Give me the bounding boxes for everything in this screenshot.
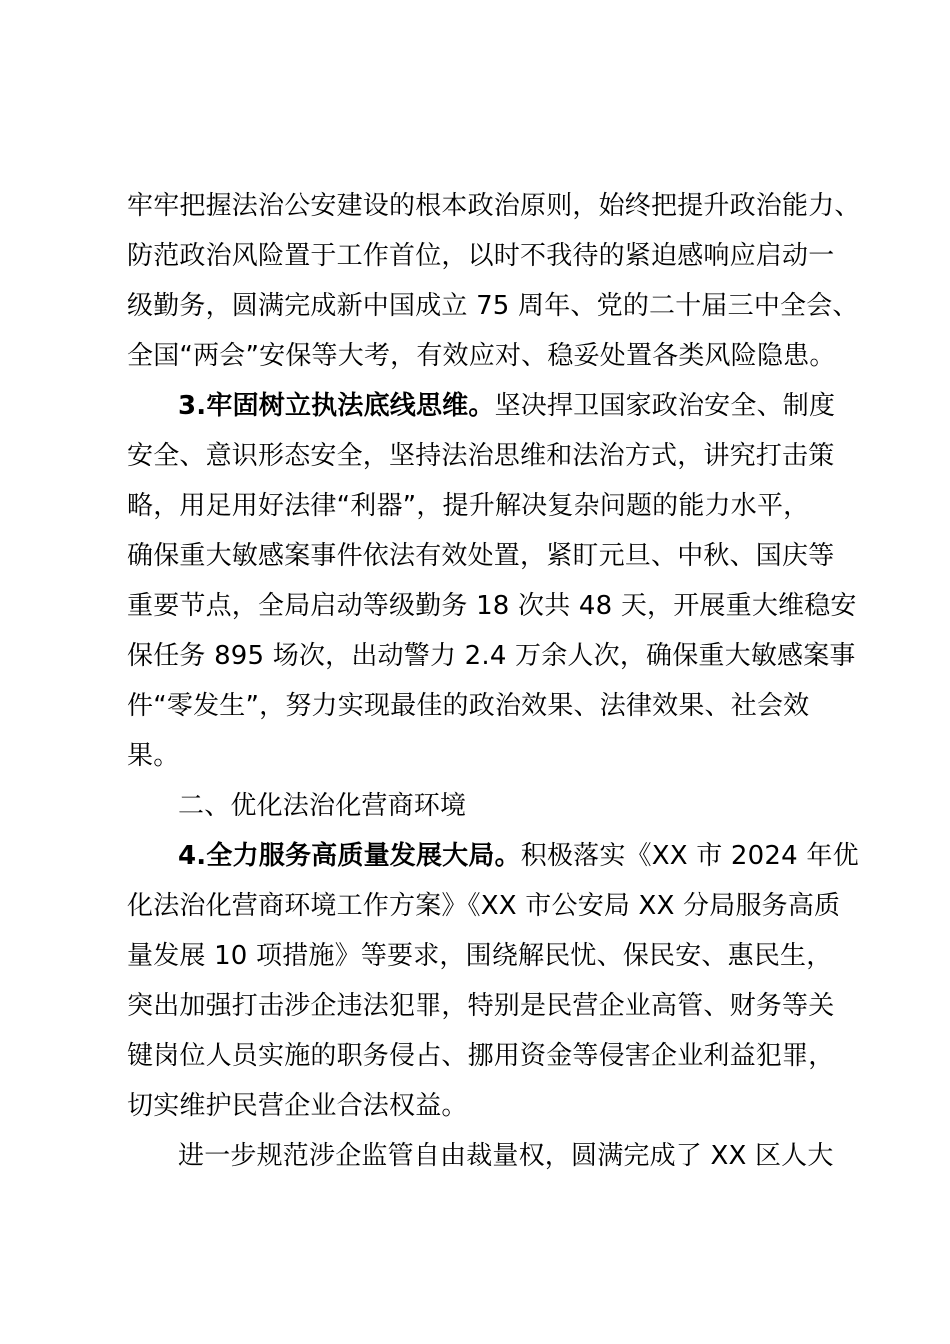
paragraph-1-line-4: 全国“两会”安保等大考，有效应对、稳妥处置各类风险隐患。 (127, 341, 836, 371)
paragraph-3-line-5: 键岗位人员实施的职务侵占、挪用资金等侵害企业利益犯罪， (127, 1041, 835, 1071)
paragraph-2-line-3: 略，用足用好法律“利器”，提升解决复杂问题的能力水平， (127, 491, 810, 521)
paragraph-3-line-2: 化法治化营商环境工作方案》《XX 市公安局 XX 分局服务高质 (127, 891, 841, 921)
paragraph-2-heading: 3.牢固树立执法底线思维。 (178, 391, 495, 421)
paragraph-2-line-5: 重要节点，全局启动等级勤务 18 次共 48 天，开展重大维稳安 (127, 591, 857, 621)
paragraph-3-line-4: 突出加强打击涉企违法犯罪，特别是民营企业高管、财务等关 (127, 991, 835, 1021)
paragraph-3-line-3: 量发展 10 项措施》等要求，围绕解民忧、保民安、惠民生， (127, 941, 833, 971)
paragraph-3-line-1 (178, 839, 859, 873)
paragraph-3-line-6: 切实维护民营企业合法权益。 (127, 1091, 468, 1121)
section-title: 二、优化法治化营商环境 (178, 791, 467, 821)
paragraph-3-heading: 4.全力服务高质量发展大局。 (178, 841, 521, 871)
paragraph-1-line-2: 防范政治风险置于工作首位，以时不我待的紧迫感响应启动一 (127, 241, 835, 271)
paragraph-1-line-1: 牢牢把握法治公安建设的根本政治原则，始终把提升政治能力、 (127, 191, 861, 221)
paragraph-2-line-6: 保任务 895 场次，出动警力 2.4 万余人次，确保重大敏感案事 (127, 641, 856, 671)
paragraph-1-line-3: 级勤务，圆满完成新中国成立 75 周年、党的二十届三中全会、 (127, 291, 859, 321)
paragraph-2-line-4: 确保重大敏感案事件依法有效处置，紧盯元旦、中秋、国庆等 (127, 541, 835, 571)
paragraph-2-line-8: 果。 (127, 741, 180, 771)
paragraph-2-line-2: 安全、意识形态安全，坚持法治思维和法治方式，讲究打击策 (127, 441, 835, 471)
paragraph-2-first-text: 坚决捍卫国家政治安全、制度 (494, 391, 836, 421)
paragraph-2-line-1 (178, 389, 835, 423)
paragraph-2-line-7: 件“零发生”，努力实现最佳的政治效果、法律效果、社会效 (127, 691, 810, 721)
paragraph-4-line-1: 进一步规范涉企监管自由裁量权，圆满完成了 XX 区人大 (178, 1141, 834, 1171)
paragraph-3-first-text: 积极落实《XX 市 2024 年优 (520, 841, 859, 871)
